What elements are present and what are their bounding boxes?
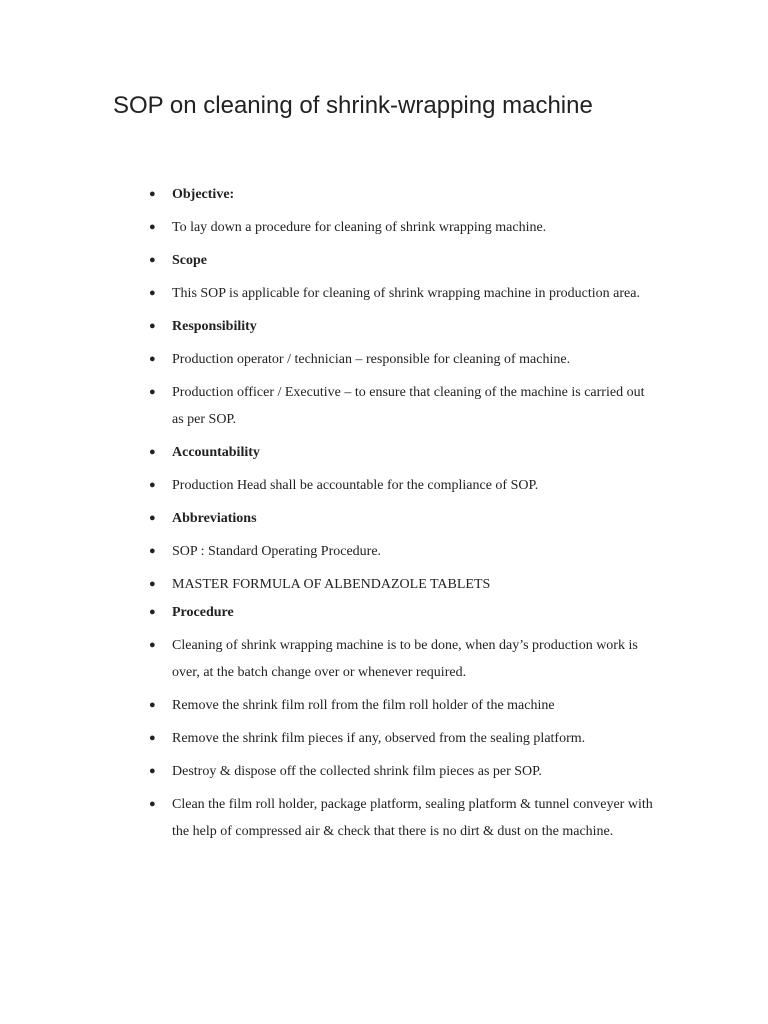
list-item-text: Production officer / Executive – to ensure that cleaning of the machine is carried out as per SOP. (172, 385, 645, 427)
bullet-dot-icon: ● (149, 188, 156, 200)
list-item (149, 632, 659, 686)
document-title: SOP on cleaning of shrink-wrapping machine (113, 92, 593, 119)
bullet-dot-icon: ● (149, 320, 156, 332)
bullet-dot-icon: ● (149, 699, 156, 711)
section-heading-text: Accountability (172, 445, 260, 460)
list-item (149, 379, 659, 433)
bullet-dot-icon: ● (149, 353, 156, 365)
list-item (149, 791, 659, 845)
bullet-dot-icon: ● (149, 512, 156, 524)
list-item (149, 346, 659, 373)
section-heading (149, 313, 659, 340)
section-heading-text: Responsibility (172, 319, 257, 334)
sop-item-list (149, 181, 659, 851)
list-item (149, 725, 659, 752)
bullet-dot-icon: ● (149, 545, 156, 557)
bullet-dot-icon: ● (149, 798, 156, 810)
list-item-text: Production operator / technician – responsible for cleaning of machine. (172, 352, 571, 367)
section-heading (149, 599, 659, 626)
section-heading (149, 439, 659, 466)
section-heading-text: Procedure (172, 605, 234, 620)
section-heading (149, 181, 659, 208)
bullet-dot-icon: ● (149, 221, 156, 233)
list-item-text: To lay down a procedure for cleaning of shrink wrapping machine. (172, 220, 547, 235)
section-heading (149, 247, 659, 274)
bullet-dot-icon: ● (149, 479, 156, 491)
list-item-text: This SOP is applicable for cleaning of shrink wrapping machine in production area. (172, 286, 640, 301)
section-heading-text: Scope (172, 253, 207, 268)
section-heading-text: Abbreviations (172, 511, 257, 526)
list-item (149, 214, 659, 241)
list-item (149, 571, 659, 598)
bullet-dot-icon: ● (149, 287, 156, 299)
list-item-text: MASTER FORMULA OF ALBENDAZOLE TABLETS (172, 577, 491, 592)
bullet-dot-icon: ● (149, 765, 156, 777)
list-item-text: SOP : Standard Operating Procedure. (172, 544, 382, 559)
section-heading (149, 505, 659, 532)
bullet-dot-icon: ● (149, 254, 156, 266)
bullet-dot-icon: ● (149, 732, 156, 744)
list-item-text: Remove the shrink film roll from the film roll holder of the machine (172, 698, 555, 713)
list-item (149, 472, 659, 499)
list-item-text: Production Head shall be accountable for the compliance of SOP. (172, 478, 539, 493)
bullet-dot-icon: ● (149, 386, 156, 398)
bullet-dot-icon: ● (149, 639, 156, 651)
list-item-text: Cleaning of shrink wrapping machine is to be done, when day’s production work is over, at the batch change over or whenever required. (172, 638, 638, 680)
section-heading-text: Objective: (172, 187, 235, 202)
list-item (149, 692, 659, 719)
list-item-text: Clean the film roll holder, package platform, sealing platform & tunnel conveyer with the help of compressed air & check that there is no dirt & dust on the machine. (172, 797, 653, 839)
bullet-dot-icon: ● (149, 446, 156, 458)
list-item-text: Destroy & dispose off the collected shrink film pieces as per SOP. (172, 764, 542, 779)
list-item-text: Remove the shrink film pieces if any, observed from the sealing platform. (172, 731, 586, 746)
list-item (149, 280, 659, 307)
list-item (149, 758, 659, 785)
bullet-dot-icon: ● (149, 578, 156, 590)
bullet-dot-icon: ● (149, 606, 156, 618)
list-item (149, 538, 659, 565)
